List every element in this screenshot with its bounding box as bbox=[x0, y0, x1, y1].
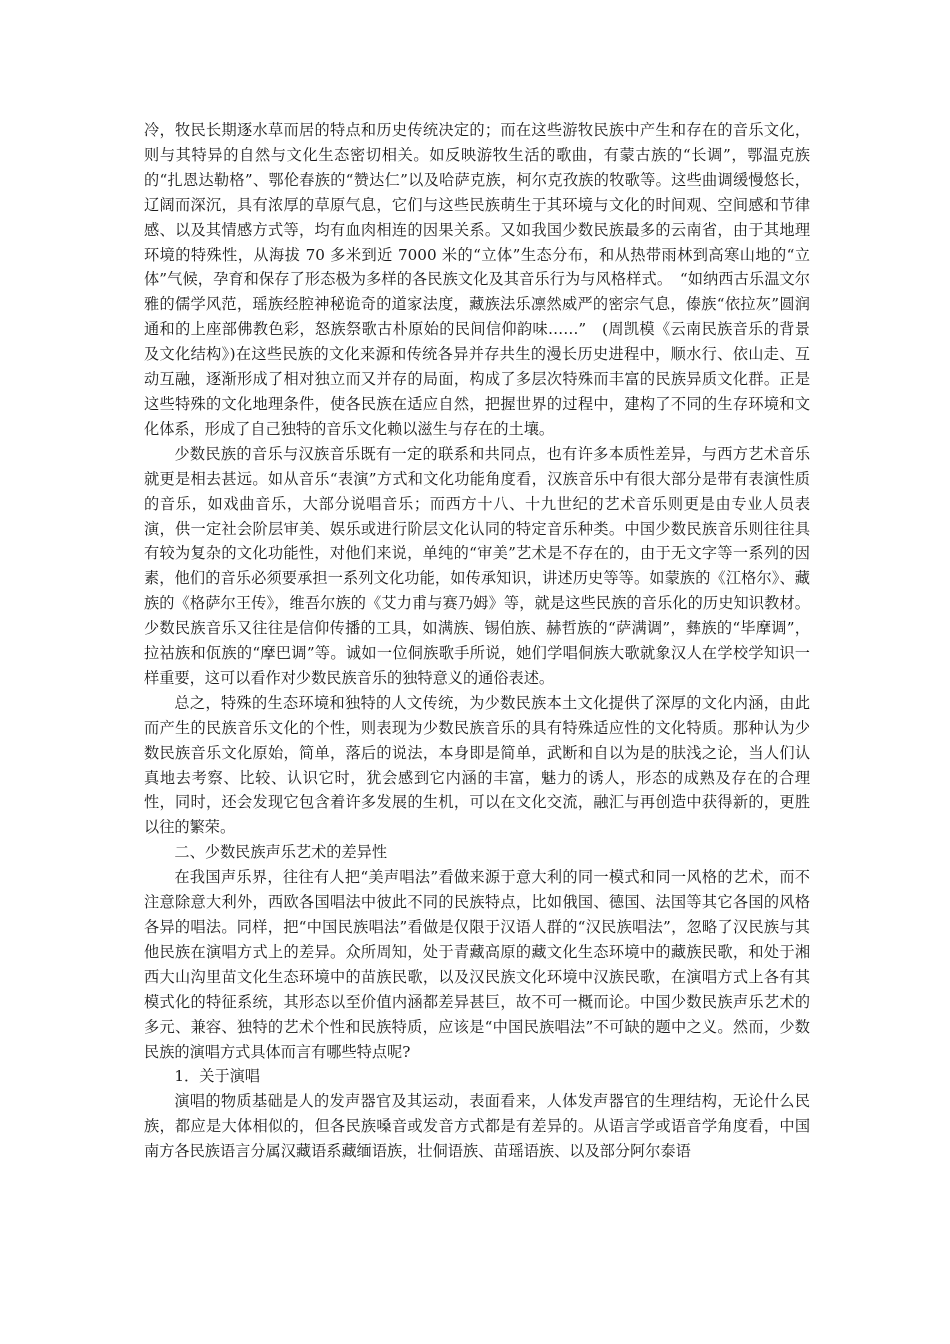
paragraph-conclusion: 总之，特殊的生态环境和独特的人文传统，为少数民族本土文化提供了深厚的文化内涵，由此而产生的民族音乐文化的个性，则表现为少数民族音乐的具有特殊适应性的文化特质。那种认为少数民族音乐文化原始，简单，落后的说法，本身即是简单，武断和自以为是的肤浅之论，当人们认真地去考察、比较、认识它时，犹会感到它内涵的丰富，魅力的诱人，形态的成熟及存在的合理性，同时，还会发现它包含着许多发展的生机，可以在文化交流，融汇与再创造中获得新的，更胜以往的繁荣。 bbox=[144, 693, 810, 837]
paragraph-continuation: 冷，牧民长期逐水草而居的特点和历史传统决定的；而在这些游牧民族中产生和存在的音乐文化，则与其特异的自然与文化生态密切相关。如反映游牧生活的歌曲，有蒙古族的“长调”，鄂温克族的“扎恩达勒格”、鄂伦春族的“赞达仁”以及哈萨克族，柯尔克孜族的牧歌等。这些曲调缓慢悠长，辽阔而深沉，具有浓厚的草原气息，它们与这些民族萌生于其环境与文化的时间观、空间感和节律感、以及其情感方式等，均有血肉相连的因果关系。又如我国少数民族最多的云南省，由于其地理环境的特殊性，从海拔 70 多米到近 7000 米的“立体”生态分布，和从热带雨林到高寒山地的“立体”气候，孕育和保存了形态极为多样的各民族文化及其音乐行为与风格样式。 “如纳西古乐温文尔雅的儒学风范，瑶族经腔神秘诡奇的道家法度，藏族法乐凛然威严的密宗气息，傣族“依拉灰”圆润通和的上座部佛教色彩，怒族祭歌古朴原始的民间信仰韵味……” (周凯模《云南民族音乐的背景及文化结构》)在这些民族的文化来源和传统各异并存共生的漫长历史进程中，顺水行、依山走、互动互融，逐渐形成了相对独立而又并存的局面，构成了多层次特殊而丰富的民族异质文化群。正是这些特殊的文化地理条件，使各民族在适应自然，把握世界的过程中，建构了不同的生存环境和文化体系，形成了自己独特的音乐文化赖以滋生与存在的土壤。 bbox=[144, 121, 810, 438]
document-body bbox=[144, 118, 810, 1164]
subsection-heading: 1．关于演唱 bbox=[174, 1067, 260, 1086]
section-heading: 二、少数民族声乐艺术的差异性 bbox=[174, 843, 388, 862]
paragraph-singing: 演唱的物质基础是人的发声器官及其运动，表面看来，人体发声器官的生理结构，无论什么民族，都应是大体相似的，但各民族嗓音或发音方式都是有差异的。从语言学或语音学角度看，中国南方各民族语言分属汉藏语系藏缅语族，壮侗语族、苗瑶语族、以及部分阿尔泰语 bbox=[144, 1092, 810, 1161]
paragraph-music-differences: 少数民族的音乐与汉族音乐既有一定的联系和共同点，也有许多本质性差异，与西方艺术音乐就更是相去甚远。如从音乐“表演”方式和文化功能角度看，汉族音乐中有很大部分是带有表演性质的音乐，如戏曲音乐，大部分说唱音乐；而西方十八、十九世纪的艺术音乐则更是由专业人员表演，供一定社会阶层审美、娱乐或进行阶层文化认同的特定音乐种类。中国少数民族音乐则往往具有较为复杂的文化功能性，对他们来说，单纯的“审美”艺术是不存在的，由于无文字等一系列的因素，他们的音乐必须要承担一系列文化功能，如传承知识，讲述历史等等。如蒙族的《江格尔》、藏族的《格萨尔王传》，维吾尔族的《艾力甫与赛乃姆》等，就是这些民族的音乐化的历史知识教材。少数民族音乐又往往是信仰传播的工具，如满族、锡伯族、赫哲族的“萨满调”，彝族的“毕摩调”，拉祜族和佤族的“摩巴调”等。诚如一位侗族歌手所说，她们学唱侗族大歌就象汉人在学校学知识一样重要，这可以看作对少数民族音乐的独特意义的通俗表述。 bbox=[144, 444, 810, 687]
paragraph-vocal-art: 在我国声乐界，往往有人把“美声唱法”看做来源于意大利的同一模式和同一风格的艺术，而不注意除意大利外，西欧各国唱法中彼此不同的民族特点，比如俄国、德国、法国等其它各国的风格各异的唱法。同样，把“中国民族唱法”看做是仅限于汉语人群的“汉民族唱法”，忽略了汉民族与其他民族在演唱方式上的差异。众所周知，处于青藏高原的藏文化生态环境中的藏族民歌，和处于湘西大山沟里苗文化生态环境中的苗族民歌，以及汉民族文化环境中汉族民歌，在演唱方式上各有其模式化的特征系统，其形态以至价值内涵都差异甚巨，故不可一概而论。中国少数民族声乐艺术的多元、兼容、独特的艺术个性和民族特质，应该是“中国民族唱法”不可缺的题中之义。然而，少数民族的演唱方式具体而言有哪些特点呢? bbox=[144, 868, 810, 1061]
